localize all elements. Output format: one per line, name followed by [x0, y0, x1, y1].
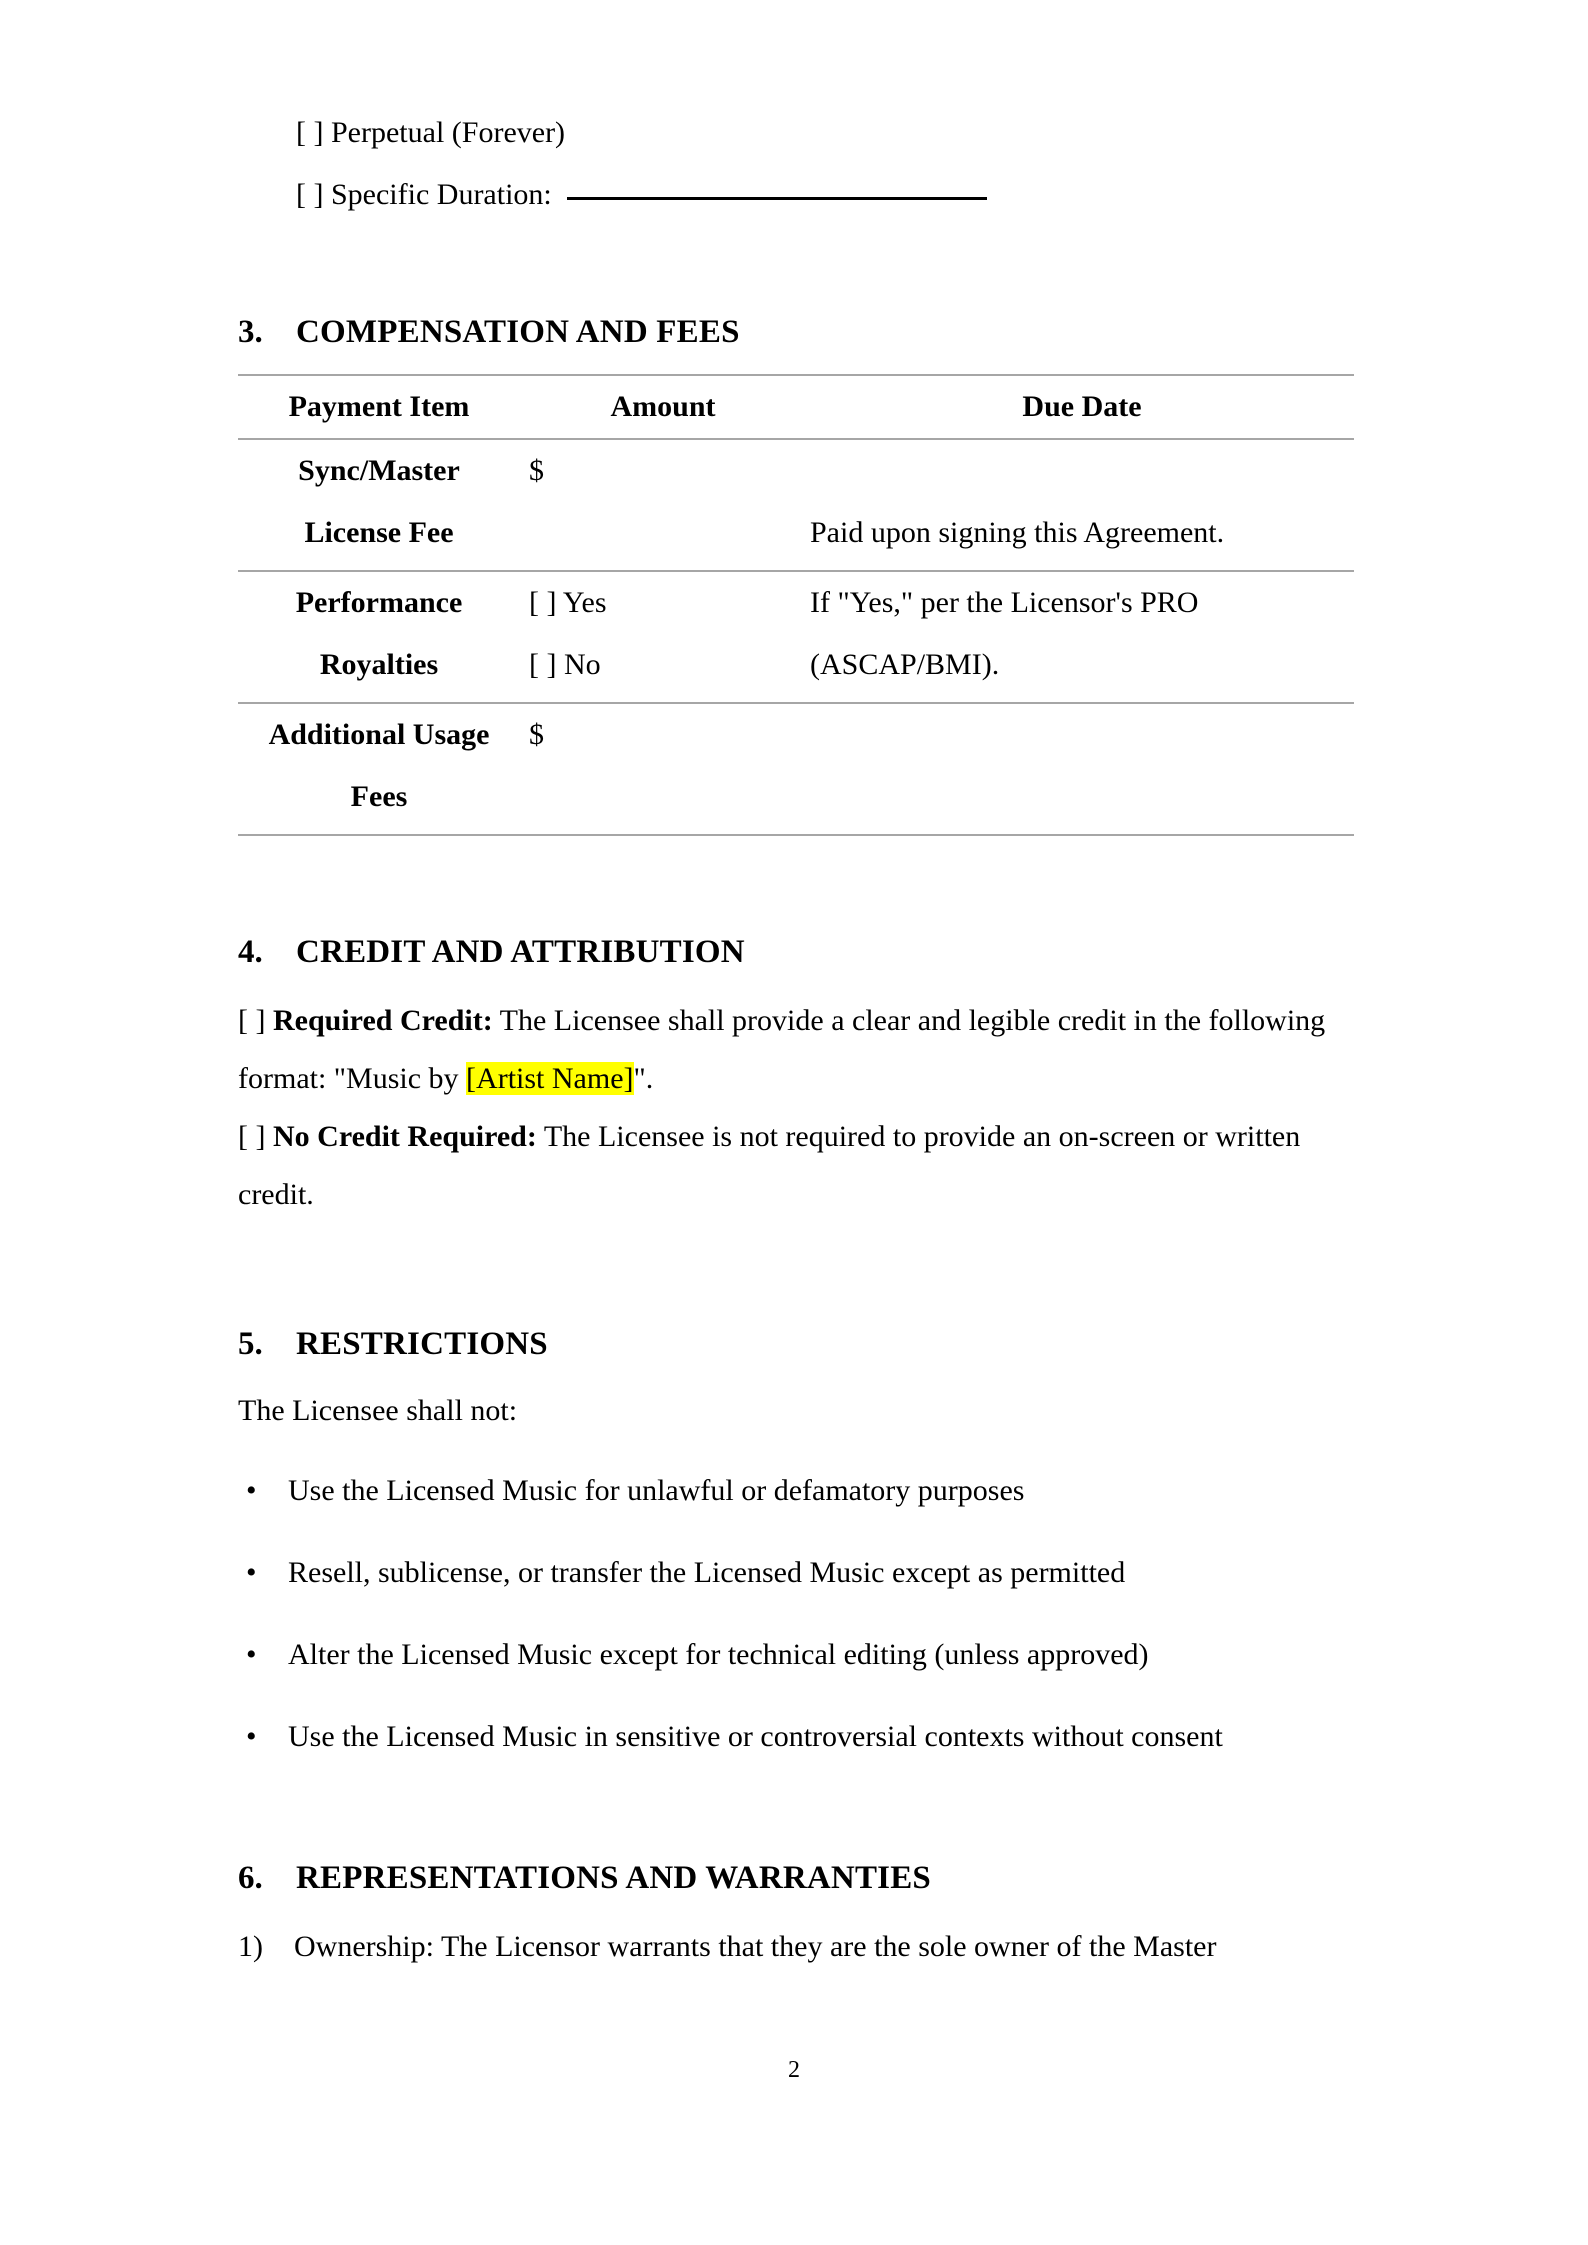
bullet-icon: •: [246, 1638, 257, 1671]
due-date-line-1: If "Yes," per the Licensor's PRO: [810, 586, 1199, 619]
table-row: [238, 439, 1354, 571]
section-heading-6: [238, 1858, 1332, 1898]
table-row: [238, 571, 1354, 703]
amount-line-2: [529, 502, 797, 564]
compensation-table: [238, 374, 1354, 836]
required-credit-text-before: The Licensee shall provide a clear and legible credit in the following format: "Music by: [238, 1004, 1326, 1095]
section-5-number: 5.: [238, 1326, 263, 1362]
top-spacer: [238, 0, 1332, 62]
bullet-icon: •: [246, 1474, 257, 1507]
payment-item-line-2: Royalties: [319, 648, 439, 681]
checkbox-specific-duration[interactable]: [ ]: [296, 178, 324, 211]
compensation-table-head: [238, 375, 1354, 439]
due-date-line-1: [810, 440, 1354, 502]
payment-item-line-2: License Fee: [304, 516, 454, 549]
list-item: [238, 1626, 1332, 1684]
checkbox-no-credit-required[interactable]: [ ]: [238, 1120, 266, 1153]
spacer-before-section-3: [238, 226, 1332, 312]
amount-line-1: $: [529, 718, 544, 751]
page-number: 2: [788, 2057, 800, 2083]
column-header-payment-item: Payment Item: [238, 375, 520, 439]
spacer-before-section-4: [238, 836, 1332, 932]
spacer-after-section-4-heading: [238, 972, 1332, 992]
cell-payment-item: [238, 439, 520, 571]
section-5-title: RESTRICTIONS: [296, 1326, 548, 1362]
cell-due-date: [797, 703, 1354, 835]
table-row: [238, 703, 1354, 835]
list-item: [238, 1708, 1332, 1766]
checkbox-perpetual[interactable]: [ ]: [296, 116, 324, 149]
cell-payment-item: [238, 571, 520, 703]
cell-amount[interactable]: [520, 571, 797, 703]
cell-payment-item: [238, 703, 520, 835]
amount-checkbox-yes[interactable]: [ ] Yes: [529, 586, 607, 619]
artist-name-placeholder-highlight[interactable]: [Artist Name]: [466, 1062, 634, 1095]
spacer-before-section-5: [238, 1224, 1332, 1324]
section-4-number: 4.: [238, 934, 263, 970]
list-item: [238, 1544, 1332, 1602]
required-credit-paragraph: [238, 992, 1332, 1108]
section-heading-4: [238, 932, 1332, 972]
checkbox-required-credit[interactable]: [ ]: [238, 1004, 266, 1037]
table-header-row: [238, 375, 1354, 439]
required-credit-text-after: ".: [633, 1062, 654, 1095]
no-credit-required-paragraph: [238, 1108, 1332, 1224]
term-option-perpetual-label: Perpetual (Forever): [330, 116, 566, 149]
restrictions-list: [238, 1462, 1332, 1766]
restrictions-intro: The Licensee shall not:: [238, 1394, 518, 1427]
spacer-before-table: [238, 352, 1332, 374]
cell-due-date: [797, 571, 1354, 703]
term-option-specific-duration[interactable]: [238, 164, 1332, 226]
bullet-icon: •: [246, 1720, 257, 1753]
no-credit-required-text: The Licensee is not required to provide an on-screen or written credit.: [238, 1120, 1301, 1211]
list-item: [238, 1462, 1332, 1520]
term-option-specific-duration-label: Specific Duration:: [330, 178, 552, 211]
column-header-amount: Amount: [520, 375, 797, 439]
amount-line-1: $: [529, 454, 544, 487]
section-4-title: CREDIT AND ATTRIBUTION: [296, 934, 745, 970]
page-content: [238, 0, 1332, 1976]
payment-item-line-2: Fees: [350, 780, 408, 813]
spacer-before-section-6: [238, 1790, 1332, 1858]
section-3-number: 3.: [238, 314, 263, 350]
due-date-line-2: Paid upon signing this Agreement.: [810, 516, 1225, 549]
required-credit-label: Required Credit:: [272, 1004, 493, 1037]
cell-due-date: [797, 439, 1354, 571]
cell-amount[interactable]: [520, 703, 797, 835]
no-credit-required-label: No Credit Required:: [272, 1120, 537, 1153]
restriction-text: Use the Licensed Music for unlawful or defamatory purposes: [288, 1474, 1025, 1507]
payment-item-line-1: Performance: [295, 586, 463, 619]
spacer-after-section-5-heading: [238, 1364, 1332, 1382]
payment-item-line-1: Sync/Master: [298, 454, 460, 487]
list-item: [238, 1918, 1332, 1976]
restriction-text: Alter the Licensed Music except for technical editing (unless approved): [288, 1638, 1149, 1671]
section-6-title: REPRESENTATIONS AND WARRANTIES: [296, 1860, 931, 1896]
top-spacer-2: [238, 62, 1332, 102]
restriction-text: Resell, sublicense, or transfer the Licensed Music except as permitted: [288, 1556, 1126, 1589]
amount-checkbox-no[interactable]: [ ] No: [529, 648, 601, 681]
section-heading-3: [238, 312, 1332, 352]
restriction-text: Use the Licensed Music in sensitive or controversial contexts without consent: [288, 1720, 1223, 1753]
due-date-line-1: [810, 704, 1354, 766]
due-date-line-2: (ASCAP/BMI).: [810, 648, 1000, 681]
section-6-number: 6.: [238, 1860, 263, 1896]
spacer-after-section-6-heading: [238, 1898, 1332, 1918]
due-date-line-2: [810, 766, 1354, 828]
warranty-text: Ownership: The Licensor warrants that they are the sole owner of the Master: [294, 1930, 1217, 1963]
payment-item-line-1: Additional Usage: [268, 718, 490, 751]
cell-amount[interactable]: [520, 439, 797, 571]
section-3-title: COMPENSATION AND FEES: [296, 314, 740, 350]
list-marker: 1): [238, 1930, 263, 1963]
section-heading-5: [238, 1324, 1332, 1364]
compensation-table-body: [238, 439, 1354, 835]
specific-duration-blank-field[interactable]: [567, 197, 987, 200]
amount-line-2: [529, 766, 797, 828]
spacer-before-bullets: [238, 1440, 1332, 1462]
warranties-list: [238, 1918, 1332, 1976]
column-header-due-date: Due Date: [797, 375, 1354, 439]
bullet-icon: •: [246, 1556, 257, 1589]
term-option-perpetual[interactable]: [238, 102, 1332, 164]
